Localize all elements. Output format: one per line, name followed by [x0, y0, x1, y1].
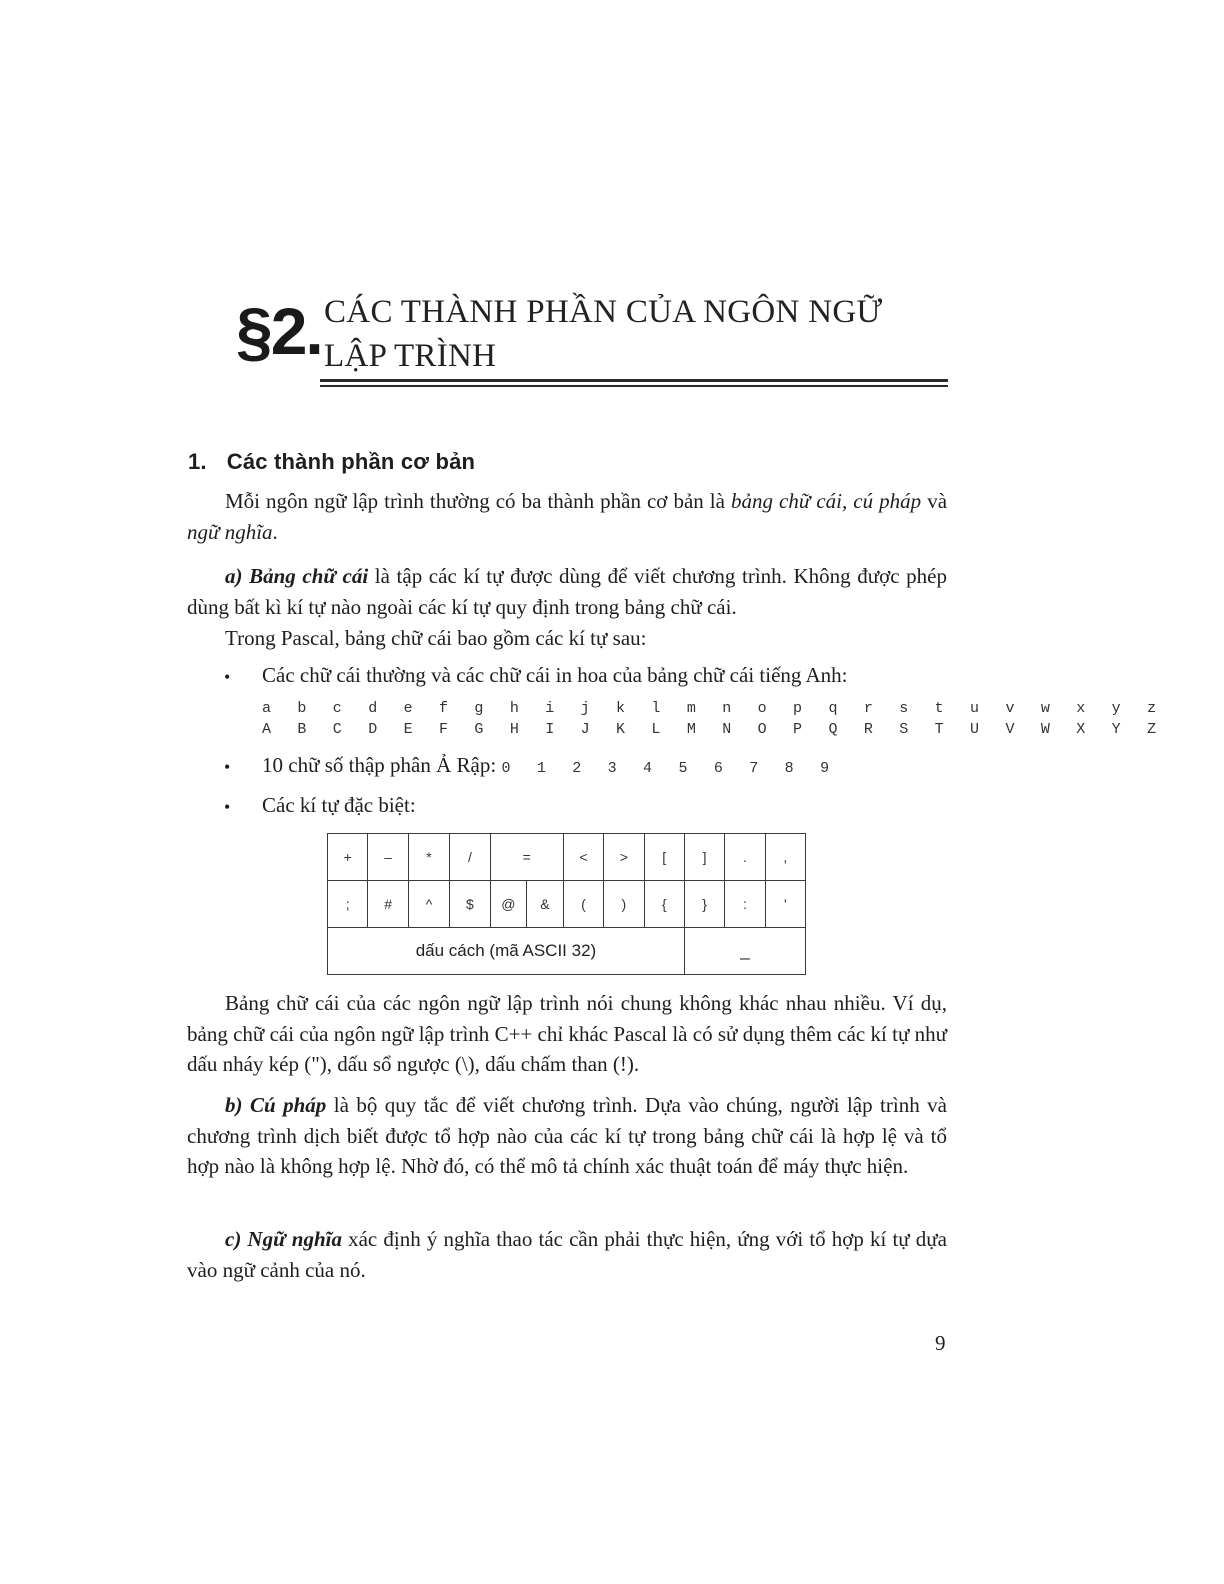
section-title — [324, 290, 882, 378]
intro-conj: và — [921, 489, 948, 513]
digits-line — [262, 753, 838, 778]
table-cell: – — [368, 834, 408, 881]
alphabet-label: a) Bảng chữ cái — [225, 564, 369, 588]
subsection-title: Các thành phần cơ bản — [226, 449, 476, 474]
table-row — [328, 928, 806, 975]
semantics-text: xác định ý nghĩa thao tác cần phải thực hiện, ứng với tổ hợp kí tự dựa vào ngữ cảnh của nó. — [187, 1227, 947, 1282]
space-label-cell: dấu cách (mã ASCII 32) — [328, 928, 685, 975]
uppercase-letters: A B C D E F G H I J K L M N O P Q R S T U V W X Y Z — [262, 721, 1165, 738]
compare-paragraph: Bảng chữ cái của các ngôn ngữ lập trình nói chung không khác nhau nhiều. Ví dụ, bảng chữ cái của ngôn ngữ lập trình C++ chỉ khác Pascal là có sử dụng thêm các kí tự như dấu nháy kép ("), dấu sổ ngược (\), dấu chấm than (!). — [187, 991, 947, 1076]
table-cell: ; — [328, 881, 368, 928]
term-semantics: ngữ nghĩa — [187, 519, 273, 544]
table-cell: ^ — [408, 881, 449, 928]
table-cell: / — [450, 834, 490, 881]
table-cell: @ — [490, 881, 527, 928]
syntax-label: b) Cú pháp — [225, 1093, 327, 1117]
term-alphabet: bảng chữ cái, — [731, 489, 848, 513]
bullet-icon: • — [224, 667, 231, 687]
pascal-intro: Trong Pascal, bảng chữ cái bao gồm các kí tự sau: — [225, 626, 647, 650]
table-cell: ' — [765, 881, 805, 928]
alphabet-paragraph — [187, 561, 947, 622]
table-cell: + — [328, 834, 368, 881]
table-cell: ] — [684, 834, 724, 881]
title-rule-thin — [320, 385, 948, 387]
table-cell: = — [490, 834, 563, 881]
table-cell: ) — [604, 881, 644, 928]
subsection-heading — [188, 449, 475, 475]
intro-text: Mỗi ngôn ngữ lập trình thường có ba thành phần cơ bản là — [225, 489, 731, 513]
table-cell: } — [684, 881, 724, 928]
table-cell: { — [644, 881, 684, 928]
semantics-paragraph — [187, 1224, 947, 1285]
subsection-number: 1. — [188, 449, 207, 474]
semantics-label: c) Ngữ nghĩa — [225, 1227, 342, 1251]
table-cell: > — [604, 834, 644, 881]
table-cell: [ — [644, 834, 684, 881]
table-cell: * — [408, 834, 449, 881]
space-symbol-cell: _ — [684, 928, 805, 975]
title-rule-thick — [320, 379, 948, 382]
syntax-paragraph — [187, 1090, 947, 1182]
table-cell: < — [563, 834, 603, 881]
syntax-text: là bộ quy tắc để viết chương trình. Dựa vào chúng, người lập trình và chương trình dịch biết được tổ hợp nào của các kí tự trong bảng chữ cái là hợp lệ và tổ hợp nào là không hợp lệ. Nhờ đó, có thể mô tả chính xác thuật toán để máy thực hiện. — [187, 1093, 948, 1178]
intro-paragraph — [187, 486, 947, 547]
table-cell: , — [765, 834, 805, 881]
alphabet-text: là tập các kí tự được dùng để viết chương trình. Không được phép dùng bất kì kí tự nào ngoài các kí tự quy định trong bảng chữ cái. — [187, 564, 947, 619]
digits: 0 1 2 3 4 5 6 7 8 9 — [501, 760, 838, 777]
table-cell: ( — [563, 881, 603, 928]
table-row — [328, 881, 806, 928]
special-characters-table — [327, 833, 806, 975]
letters-label: Các chữ cái thường và các chữ cái in hoa của bảng chữ cái tiếng Anh: — [262, 663, 848, 687]
bullet-icon: • — [224, 757, 231, 777]
table-cell: . — [725, 834, 765, 881]
section-title-line2: LẬP TRÌNH — [324, 338, 497, 374]
intro-end: . — [272, 519, 278, 544]
digits-label: 10 chữ số thập phân Ả Rập: — [262, 753, 497, 777]
table-cell: & — [527, 881, 564, 928]
special-label: Các kí tự đặc biệt: — [262, 793, 416, 817]
table-cell: # — [368, 881, 408, 928]
lowercase-letters: a b c d e f g h i j k l m n o p q r s t u v w x y z — [262, 700, 1165, 717]
table-cell: $ — [450, 881, 490, 928]
bullet-icon: • — [224, 797, 231, 817]
term-syntax: cú pháp — [853, 489, 922, 513]
section-number: §2. — [236, 294, 322, 368]
table-cell: : — [725, 881, 765, 928]
table-row — [328, 834, 806, 881]
chapter-header — [236, 290, 948, 390]
page-number: 9 — [935, 1331, 946, 1355]
section-title-line1: CÁC THÀNH PHẦN CỦA NGÔN NGỮ — [324, 294, 883, 330]
